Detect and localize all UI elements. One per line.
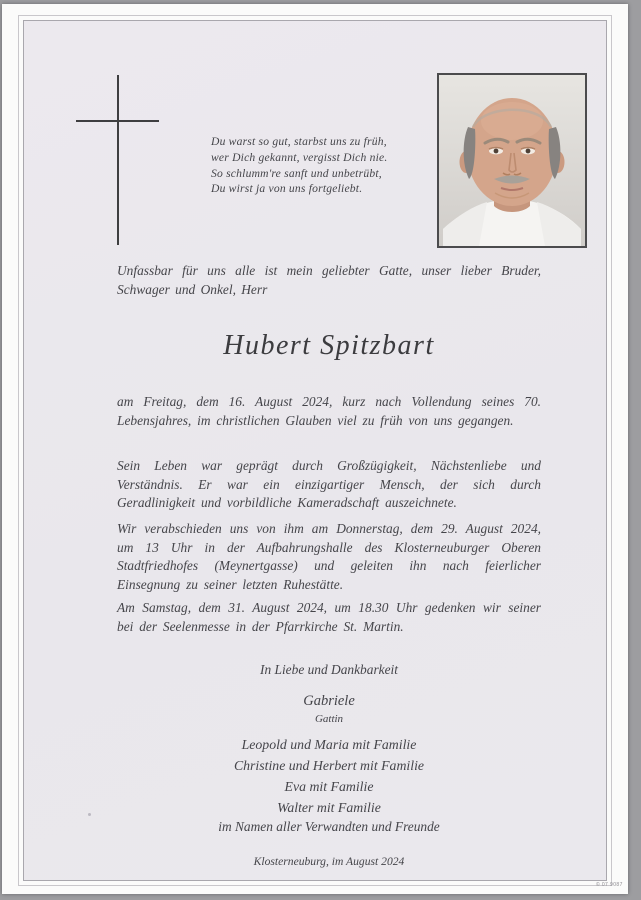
family-line: Walter mit Familie [277, 800, 381, 815]
funeral-info-paragraph: Wir verabschieden uns von ihm am Donnerstag, dem 29. August 2024, um 13 Uhr in der Aufbahrungshalle des Klosterneuburger Oberen Stadtfriedhofes (Meynertgasse) und geleiten ihn nach feierlicher Einsegnung zu seiner letzten Ruhestätte. [117, 521, 541, 592]
intro-paragraph: Unfassbar für uns alle ist mein geliebter Gatte, unser lieber Bruder, Schwager und Onkel, Herr [117, 263, 541, 297]
family-line: Leopold und Maria mit Familie [241, 737, 417, 752]
family-line: Christine und Herbert mit Familie [233, 758, 425, 773]
deceased-portrait-photo [437, 73, 587, 248]
poem-line: So schlumm're sanft und unbetrübt, [211, 166, 382, 180]
cross-vertical-bar [117, 75, 119, 245]
family-line: Eva mit Familie [284, 779, 374, 794]
family-list [87, 734, 571, 818]
mourner-primary-name: Gabriele [303, 693, 355, 709]
place-date-line: Klosterneuburg, im August 2024 [253, 855, 405, 868]
deceased-name: Hubert Spitzbart [223, 330, 435, 361]
scan-dust-speck [88, 813, 91, 816]
portrait-illustration [439, 75, 585, 246]
printer-mark: © 07 9087 [596, 882, 623, 888]
cross-horizontal-bar [76, 120, 159, 122]
poem-line: Du warst so gut, starbst uns zu früh, [211, 135, 387, 148]
death-date-paragraph: am Freitag, dem 16. August 2024, kurz nach Vollendung seines 70. Lebensjahres, im christlichen Glauben viel zu früh von uns gegangen. [117, 394, 541, 428]
poem-line: wer Dich gekannt, vergisst Dich nie. [211, 150, 388, 164]
memorial-mass-paragraph: Am Samstag, dem 31. August 2024, um 18.30 Uhr gedenken wir seiner bei der Seelenmesse in der Pfarrkirche St. Martin. [117, 600, 541, 634]
poem-line: Du wirst ja von uns fortgeliebt. [211, 182, 363, 196]
mourner-primary-relation: Gattin [314, 713, 344, 725]
closing-line: In Liebe und Dankbarkeit [260, 662, 398, 677]
life-tribute-paragraph: Sein Leben war geprägt durch Großzügigkeit, Nächstenliebe und Verständnis. Er war ein einzigartiger Mensch, der sich durch Geradlinigkeit und vorbildliche Kameradschaft auszeichnete. [117, 458, 541, 511]
memorial-poem [211, 134, 431, 197]
on-behalf-line: im Namen aller Verwandten und Freunde [218, 819, 440, 834]
